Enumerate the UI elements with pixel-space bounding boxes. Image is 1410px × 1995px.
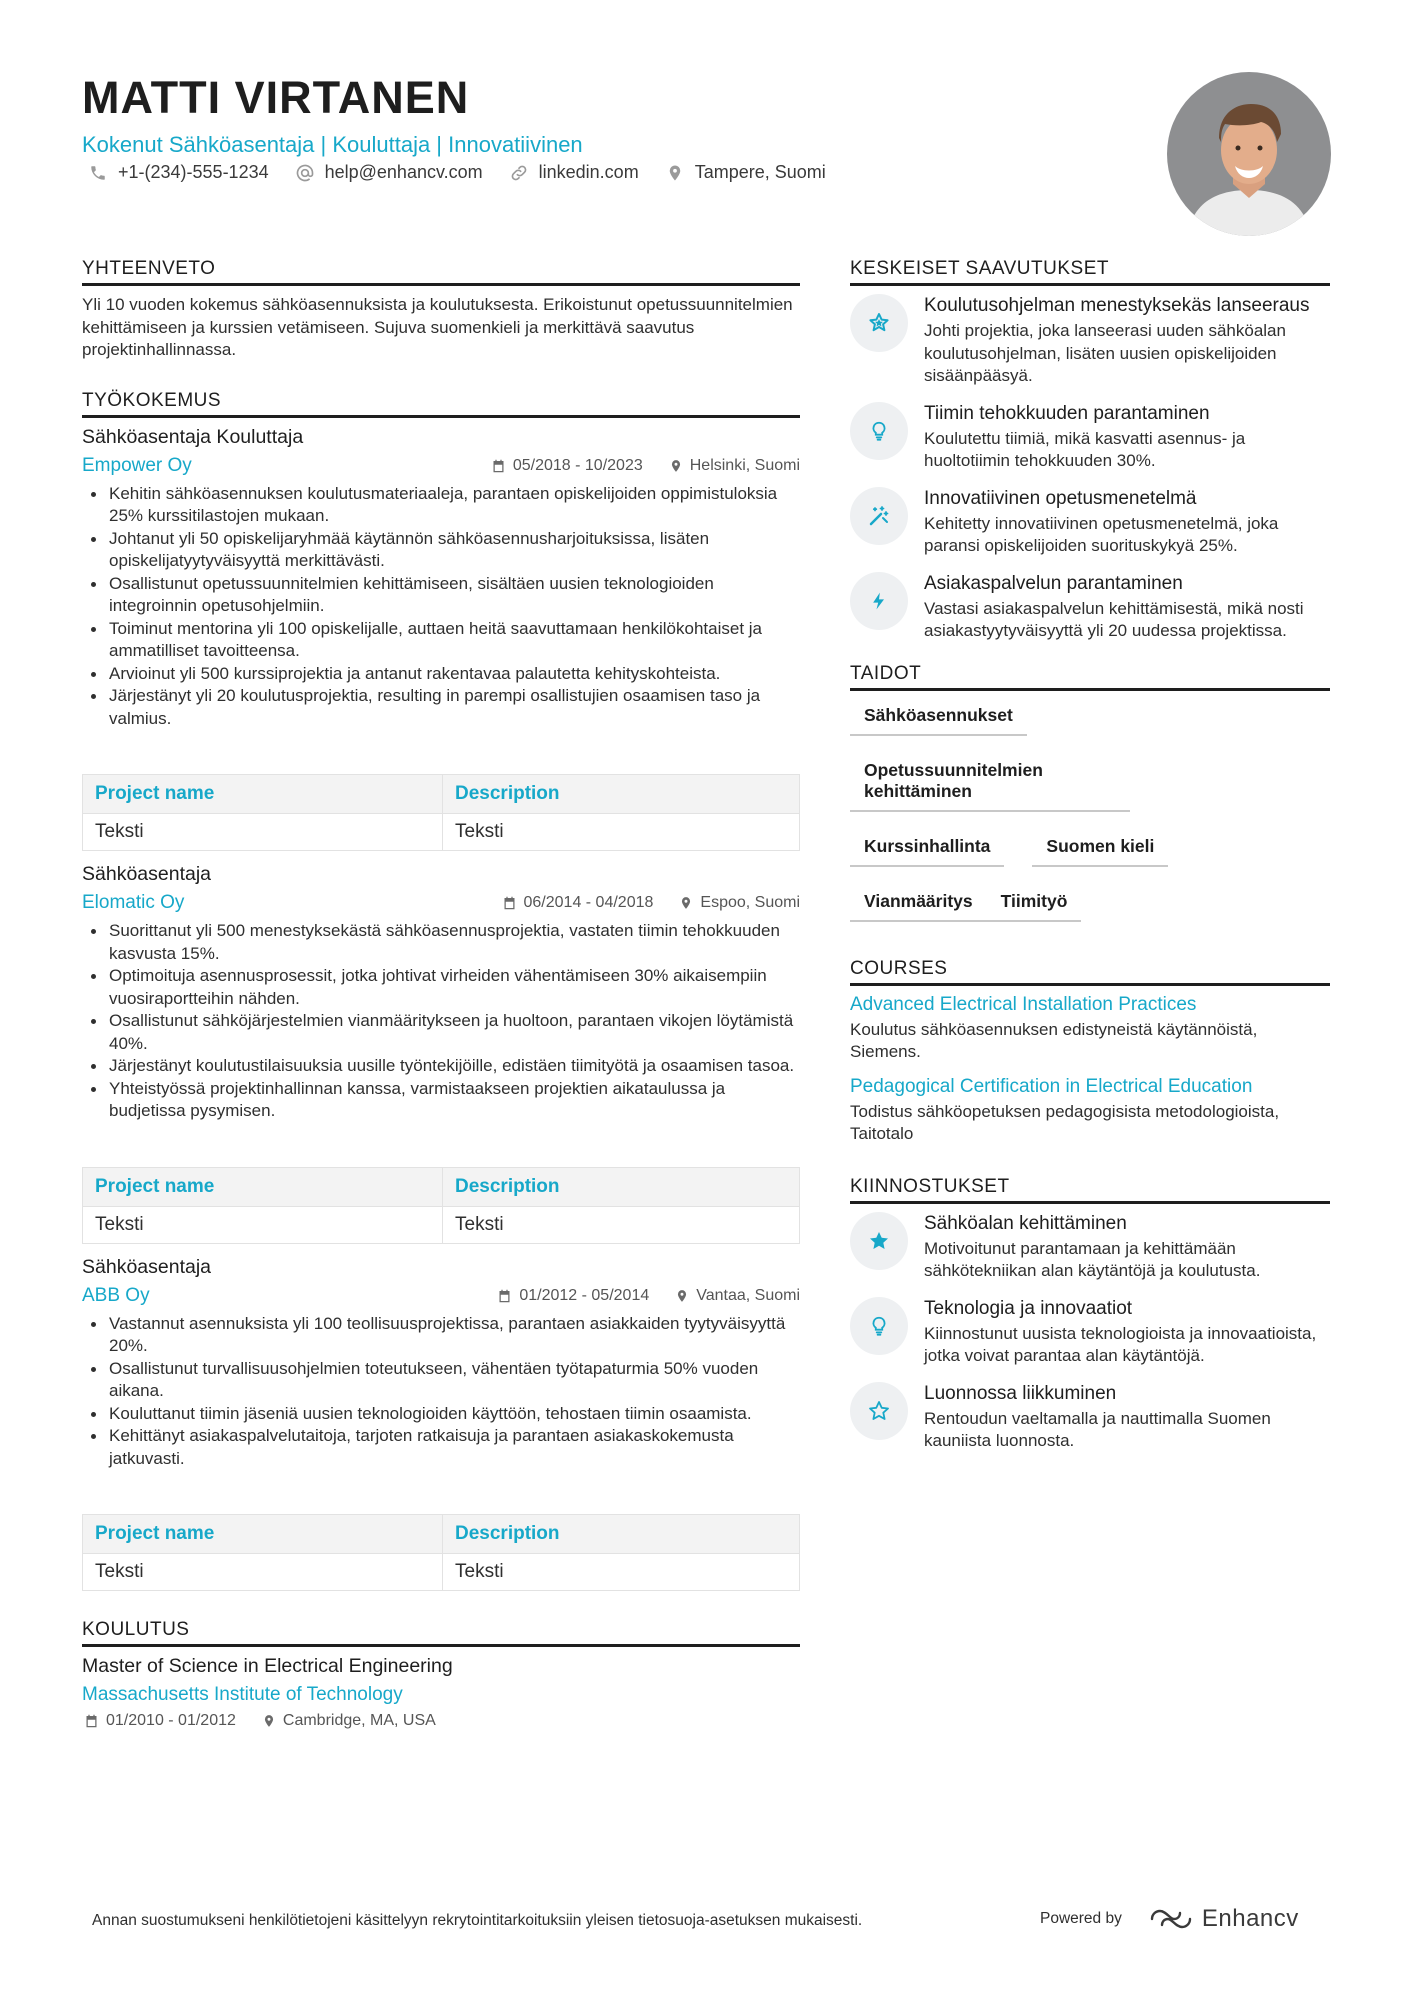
- course-desc: Koulutus sähköasennuksen edistyneistä käytännöistä, Siemens.: [850, 1019, 1258, 1061]
- interest-desc: Motivoitunut parantamaan ja kehittämään sähkötekniikan alan käytäntöjä ja koulutusta.: [924, 1238, 1261, 1280]
- calendar-icon: [497, 1288, 512, 1304]
- lightbulb-icon: [850, 402, 908, 460]
- achievement-title: Tiimin tehokkuuden parantaminen: [924, 402, 1210, 424]
- contact-bar: [88, 162, 852, 183]
- bullet-item: Kouluttanut tiimin jäseniä uusien teknologioiden käyttöön, tehostaen tiimin osaamista.: [82, 1403, 800, 1426]
- achievement-desc: Koulutettu tiimiä, mikä kasvatti asennus- ja huoltotiimin tehokkuuden 30%.: [924, 428, 1246, 470]
- interest-item: [850, 1212, 1330, 1283]
- contact-location-text: Tampere, Suomi: [694, 162, 826, 182]
- table-cell: Teksti: [83, 814, 443, 851]
- contact-linkedin-text: linkedin.com: [538, 162, 639, 182]
- achievements-title: KESKEISET SAAVUTUKSET: [850, 258, 1330, 286]
- education-title: KOULUTUS: [82, 1619, 800, 1647]
- contact-email[interactable]: [295, 162, 483, 183]
- education-meta: [82, 1712, 800, 1730]
- job-bullets: [82, 483, 800, 731]
- achievement-item: [850, 487, 1330, 558]
- education-dates: 01/2010 - 01/2012: [84, 1712, 236, 1730]
- skill-tag: Tiimityö: [987, 885, 1082, 922]
- course-desc: Todistus sähköopetuksen pedagogisista metodologioista, Taitotalo: [850, 1101, 1280, 1143]
- achievement-desc: Johti projektia, joka lanseerasi uuden sähköalan koulutusohjelman, lisäten uusien opiskelijoiden sisäänpääsyä.: [924, 321, 1286, 385]
- interest-title: Luonnossa liikkuminen: [924, 1382, 1117, 1404]
- link-icon: [509, 163, 529, 183]
- bullet-item: Suorittanut yli 500 menestyksekästä sähköasennusprojektia, vastaten tiimin tehokkuuden kasvusta 15%.: [82, 920, 800, 965]
- achievement-title: Innovatiivinen opetusmenetelmä: [924, 487, 1197, 509]
- project-table: [82, 774, 800, 851]
- course-item: [850, 1076, 1330, 1146]
- skill-tag: Kurssinhallinta: [850, 830, 1004, 867]
- calendar-icon: [491, 458, 506, 474]
- profile-photo: [1167, 72, 1331, 236]
- interest-item: [850, 1297, 1330, 1368]
- bullet-item: Osallistunut opetussuunnitelmien kehittämiseen, sisältäen uusien teknologioiden integroinnin opetusohjelmiin.: [82, 573, 800, 618]
- star-badge-icon: [850, 294, 908, 352]
- skill-tag: Sähköasennukset: [850, 699, 1027, 736]
- job-location: Vantaa, Suomi: [675, 1287, 800, 1305]
- interest-item: [850, 1382, 1330, 1453]
- interests-title: KIINNOSTUKSET: [850, 1176, 1330, 1204]
- job-dates: 06/2014 - 04/2018: [502, 894, 654, 912]
- bullet-item: Järjestänyt yli 20 koulutusprojektia, resulting in parempi osallistujien osaamisen taso ja valmius.: [82, 685, 800, 730]
- job-title: Sähköasentaja: [82, 1255, 212, 1278]
- contact-phone[interactable]: [88, 162, 269, 183]
- calendar-icon: [502, 895, 517, 911]
- job-meta: [82, 455, 800, 477]
- contact-email-text: help@enhancv.com: [324, 162, 483, 182]
- skill-tag: Vianmääritys: [850, 885, 987, 922]
- skill-tag: Suomen kieli: [1032, 830, 1168, 867]
- lightning-icon: [850, 572, 908, 630]
- bullet-item: Arvioinut yli 500 kurssiprojektia ja antanut rakentavaa palautetta kehityskohteista.: [82, 663, 800, 686]
- job-entry: [82, 863, 800, 1244]
- contact-phone-text: +1-(234)-555-1234: [118, 162, 269, 182]
- table-row: [83, 1206, 800, 1243]
- location-icon: [669, 458, 683, 474]
- magic-wand-icon: [850, 487, 908, 545]
- job-meta: [82, 892, 800, 914]
- col-description: Description: [443, 1515, 800, 1554]
- powered-by-label: Powered by: [1040, 1910, 1122, 1927]
- job-meta: [82, 1285, 800, 1307]
- location-icon: [675, 1288, 689, 1304]
- interest-desc: Kiinnostunut uusista teknologioista ja innovaatioista, jotka voivat parantaa alan käytäntöjä.: [924, 1323, 1317, 1365]
- gdpr-consent: Annan suostumukseni henkilötietojeni käsittelyyn rekrytointitarkoituksiin yleisen tietosuoja-asetuksen mukaisesti.: [92, 1912, 863, 1929]
- candidate-name: MATTI VIRTANEN: [82, 72, 470, 123]
- job-location: Espoo, Suomi: [679, 894, 800, 912]
- bullet-item: Toiminut mentorina yli 100 opiskelijalle, auttaen heitä saavuttamaan henkilökohtaiset ja ammatilliset tavoitteensa.: [82, 618, 800, 663]
- bullet-item: Johtanut yli 50 opiskelijaryhmää käytännön sähköasennusharjoituksissa, lisäten opiskelijatyytyväisyyttä merkittävästi.: [82, 528, 800, 573]
- bullet-item: Osallistunut turvallisuusohjelmien toteutukseen, vähentäen työtapaturmia 50% vuoden aikana.: [82, 1358, 800, 1403]
- right-column: [850, 258, 1330, 1467]
- course-item: [850, 994, 1330, 1064]
- experience-title: TYÖKOKEMUS: [82, 390, 800, 418]
- col-description: Description: [443, 775, 800, 814]
- table-header-row: [83, 1515, 800, 1554]
- interest-desc: Rentoudun vaeltamalla ja nauttimalla Suomen kauniista luonnosta.: [924, 1408, 1271, 1450]
- location-icon: [665, 163, 685, 183]
- lightbulb-icon: [850, 1297, 908, 1355]
- job-entry: [82, 1256, 800, 1592]
- school-name[interactable]: Massachusetts Institute of Technology: [82, 1684, 403, 1705]
- table-header-row: [83, 1167, 800, 1206]
- course-title[interactable]: Advanced Electrical Installation Practices: [850, 993, 1197, 1015]
- skills-title: TAIDOT: [850, 663, 1330, 691]
- achievement-title: Koulutusohjelman menestyksekäs lanseeraus: [924, 295, 1310, 316]
- project-table: [82, 1514, 800, 1591]
- achievement-item: [850, 572, 1330, 643]
- project-table: [82, 1167, 800, 1244]
- col-project-name: Project name: [83, 1167, 443, 1206]
- calendar-icon: [84, 1713, 99, 1729]
- star-outline-icon: [850, 1382, 908, 1440]
- table-cell: Teksti: [443, 814, 800, 851]
- phone-icon: [88, 163, 108, 183]
- col-project-name: Project name: [83, 1515, 443, 1554]
- table-cell: Teksti: [443, 1554, 800, 1591]
- education-location: Cambridge, MA, USA: [262, 1712, 436, 1730]
- bullet-item: Yhteistyössä projektinhallinnan kanssa, varmistaakseen projektien aikataulussa ja budjetissa pysymisen.: [82, 1078, 800, 1123]
- job-location: Helsinki, Suomi: [669, 457, 800, 475]
- course-title[interactable]: Pedagogical Certification in Electrical Education: [850, 1075, 1253, 1097]
- table-cell: Teksti: [83, 1206, 443, 1243]
- col-project-name: Project name: [83, 775, 443, 814]
- bullet-item: Optimoituja asennusprosessit, jotka johtivat virheiden vähentämiseen 30% aikaisempiin vuosiraportteihin nähden.: [82, 965, 800, 1010]
- company-name[interactable]: Elomatic Oy: [82, 892, 185, 913]
- table-cell: Teksti: [83, 1554, 443, 1591]
- bullet-item: Osallistunut sähköjärjestelmien vianmääritykseen ja huoltoon, parantaen vikojen löytämistä 40%.: [82, 1010, 800, 1055]
- job-title: Sähköasentaja: [82, 863, 212, 885]
- job-dates: 05/2018 - 10/2023: [491, 457, 643, 475]
- achievement-item: [850, 402, 1330, 473]
- interest-title: Teknologia ja innovaatiot: [924, 1297, 1133, 1319]
- star-icon: [850, 1212, 908, 1270]
- skills-list: [850, 699, 1330, 940]
- courses-title: COURSES: [850, 958, 1330, 986]
- job-bullets: [82, 1313, 800, 1471]
- job-bullets: [82, 920, 800, 1123]
- contact-location: [665, 162, 826, 183]
- powered-by[interactable]: [1040, 1905, 1299, 1933]
- left-column: [82, 258, 800, 1730]
- candidate-headline: Kokenut Sähköasentaja | Kouluttaja | Innovatiivinen: [82, 132, 583, 157]
- bullet-item: Kehitin sähköasennuksen koulutusmateriaaleja, parantaen opiskelijoiden oppimistuloksia 25% kurssitilastojen mukaan.: [82, 483, 800, 528]
- table-row: [83, 814, 800, 851]
- job-title: Sähköasentaja Kouluttaja: [82, 425, 304, 448]
- achievement-title: Asiakaspalvelun parantaminen: [924, 572, 1183, 594]
- job-dates: 01/2012 - 05/2014: [497, 1287, 649, 1305]
- at-icon: [295, 163, 315, 183]
- achievement-desc: Vastasi asiakaspalvelun kehittämisestä, mikä nosti asiakastyytyväisyyttä yli 20 uudessa projektissa.: [924, 598, 1304, 640]
- company-name[interactable]: ABB Oy: [82, 1284, 150, 1306]
- interest-title: Sähköalan kehittäminen: [924, 1212, 1127, 1234]
- col-description: Description: [443, 1167, 800, 1206]
- enhancv-logo-icon: [1148, 1907, 1194, 1931]
- table-header-row: [83, 775, 800, 814]
- location-icon: [262, 1713, 276, 1729]
- contact-linkedin[interactable]: [509, 162, 639, 183]
- table-row: [83, 1554, 800, 1591]
- job-entry: [82, 426, 800, 852]
- degree: Master of Science in Electrical Engineering: [82, 1655, 453, 1677]
- location-icon: [679, 895, 693, 911]
- bullet-item: Kehittänyt asiakaspalvelutaitoja, tarjoten ratkaisuja ja parantaen asiakaskokemusta jatkuvasti.: [82, 1425, 800, 1470]
- achievement-item: [850, 294, 1330, 388]
- bullet-item: Vastannut asennuksista yli 100 teollisuusprojektissa, parantaen asiakkaiden tyytyväisyyttä 20%.: [82, 1313, 800, 1358]
- summary-text: Yli 10 vuoden kokemus sähköasennuksista ja koulutuksesta. Erikoistunut opetussuunnitelmien kehittämiseen ja kurssien vetämiseen. Sujuva suomenkieli ja merkittävä saavutus projektinhallinnassa.: [82, 295, 793, 359]
- enhancv-brand: Enhancv: [1201, 1905, 1299, 1932]
- skill-tag: Opetussuunnitelmien kehittäminen: [850, 754, 1130, 812]
- company-name[interactable]: Empower Oy: [82, 454, 192, 476]
- table-cell: Teksti: [443, 1206, 800, 1243]
- bullet-item: Järjestänyt koulutustilaisuuksia uusille työntekijöille, edistäen tiimityötä ja osaamisen tasoa.: [82, 1055, 800, 1078]
- achievement-desc: Kehitetty innovatiivinen opetusmenetelmä, joka paransi opiskelijoiden suorituskykyä 25%.: [924, 513, 1279, 555]
- summary-title: YHTEENVETO: [82, 258, 800, 286]
